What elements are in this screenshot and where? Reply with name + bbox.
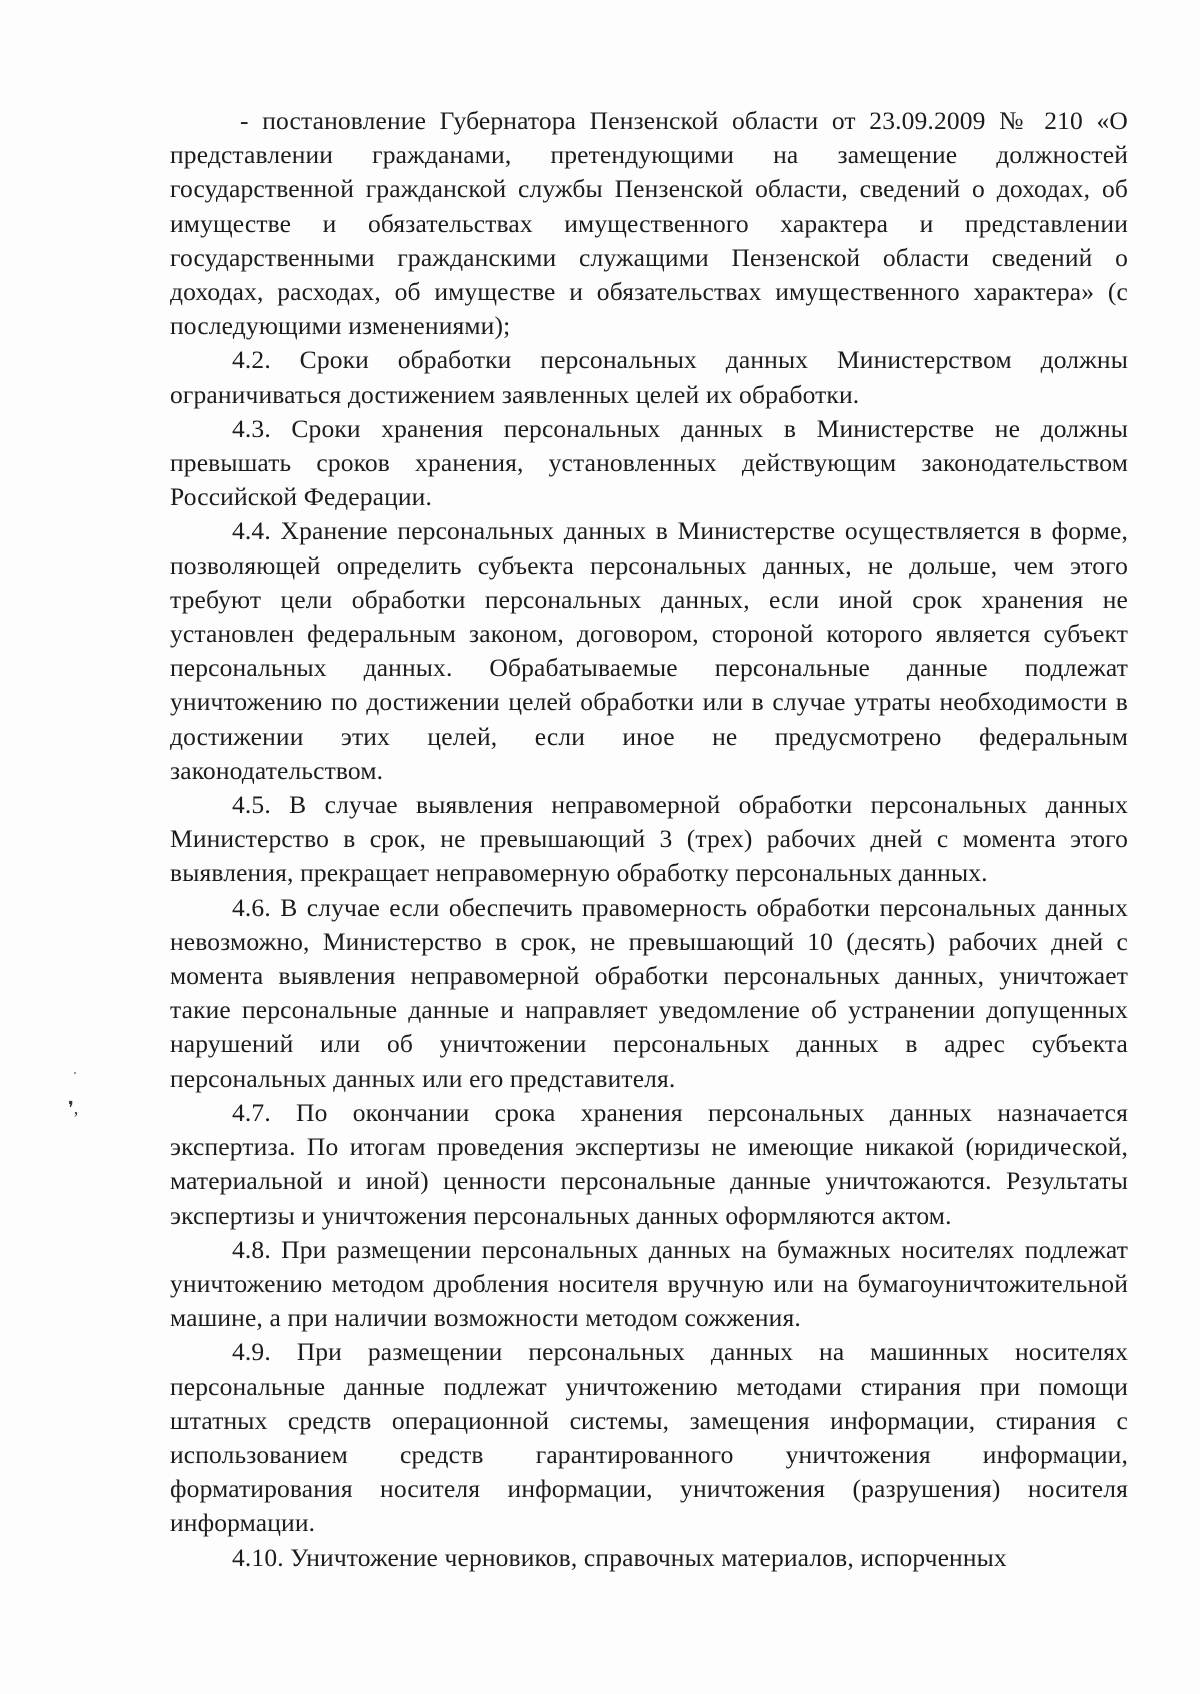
document-body xyxy=(170,104,1128,1575)
paragraph-4-4: 4.4. Хранение персональных данных в Министерстве осуществляется в форме, позволяющей определить субъекта персональных данных, не дольше, чем этого требуют цели обработки персональных данных, если иной срок хранения не установлен федеральным законом, договором, стороной которого является субъект персональных данных. Обрабатываемые персональные данные подлежат уничтожению по достижении целей обработки или в случае утраты необходимости в достижении этих целей, если иное не предусмотрено федеральным законодательством. xyxy=(170,516,1128,785)
paragraph-4-5: 4.5. В случае выявления неправомерной обработки персональных данных Министерство в срок, не превышающий 3 (трех) рабочих дней с момента этого выявления, прекращает неправомерную обработку персональных данных. xyxy=(170,790,1128,888)
paragraph-4-2: 4.2. Сроки обработки персональных данных Министерством должны ограничиваться достижением заявленных целей их обработки. xyxy=(170,345,1128,409)
scan-speck xyxy=(74,1072,76,1074)
paragraph-4-3: 4.3. Сроки хранения персональных данных в Министерстве не должны превышать сроков хранения, установленных действующим законодательством Российской Федерации. xyxy=(170,413,1128,512)
paragraph-decree-reference: - постановление Губернатора Пензенской области от 23.09.2009 № 210 «О представлении гражданами, претендующими на замещение должностей государственной гражданской службы Пензенской области, сведений о доходах, об имуществе и обязательствах имущественного характера и представлении государственными гражданскими служащими Пензенской области сведений о доходах, расходах, об имуществе и обязательствах имущественного характера» (с последующими изменениями); xyxy=(170,106,1128,341)
paragraph-4-6: 4.6. В случае если обеспечить правомерность обработки персональных данных невозможно, Министерство в срок, не превышающий 10 (десять) рабочих дней с момента выявления неправомерной обработки персональных данных, уничтожает такие персональные данные и направляет уведомление об устранении допущенных нарушений или об уничтожении персональных данных в адрес субъекта персональных данных или его представителя. xyxy=(170,892,1128,1093)
paragraph-4-7: 4.7. По окончании срока хранения персональных данных назначается экспертиза. По итогам проведения экспертизы не имеющие никакой (юридической, материальной и иной) ценности персональные данные уничтожаются. Результаты экспертизы и уничтожения персональных данных оформляются актом. xyxy=(170,1097,1128,1230)
paragraph-4-10: 4.10. Уничтожение черновиков, справочных материалов, испорченных xyxy=(232,1542,1007,1572)
paragraph-4-9: 4.9. При размещении персональных данных на машинных носителях персональные данные подлежат уничтожению методами стирания при помощи штатных средств операционной системы, замещения информации, стирания с использованием средств гарантированного уничтожения информации, форматирования носителя информации, уничтожения (разрушения) носителя информации. xyxy=(170,1337,1128,1538)
margin-mark: ❜, xyxy=(68,1098,79,1118)
paragraph-4-8: 4.8. При размещении персональных данных на бумажных носителях подлежат уничтожению методом дробления носителя вручную или на бумагоуничтожительной машине, а при наличии возможности методом сожжения. xyxy=(170,1234,1128,1333)
